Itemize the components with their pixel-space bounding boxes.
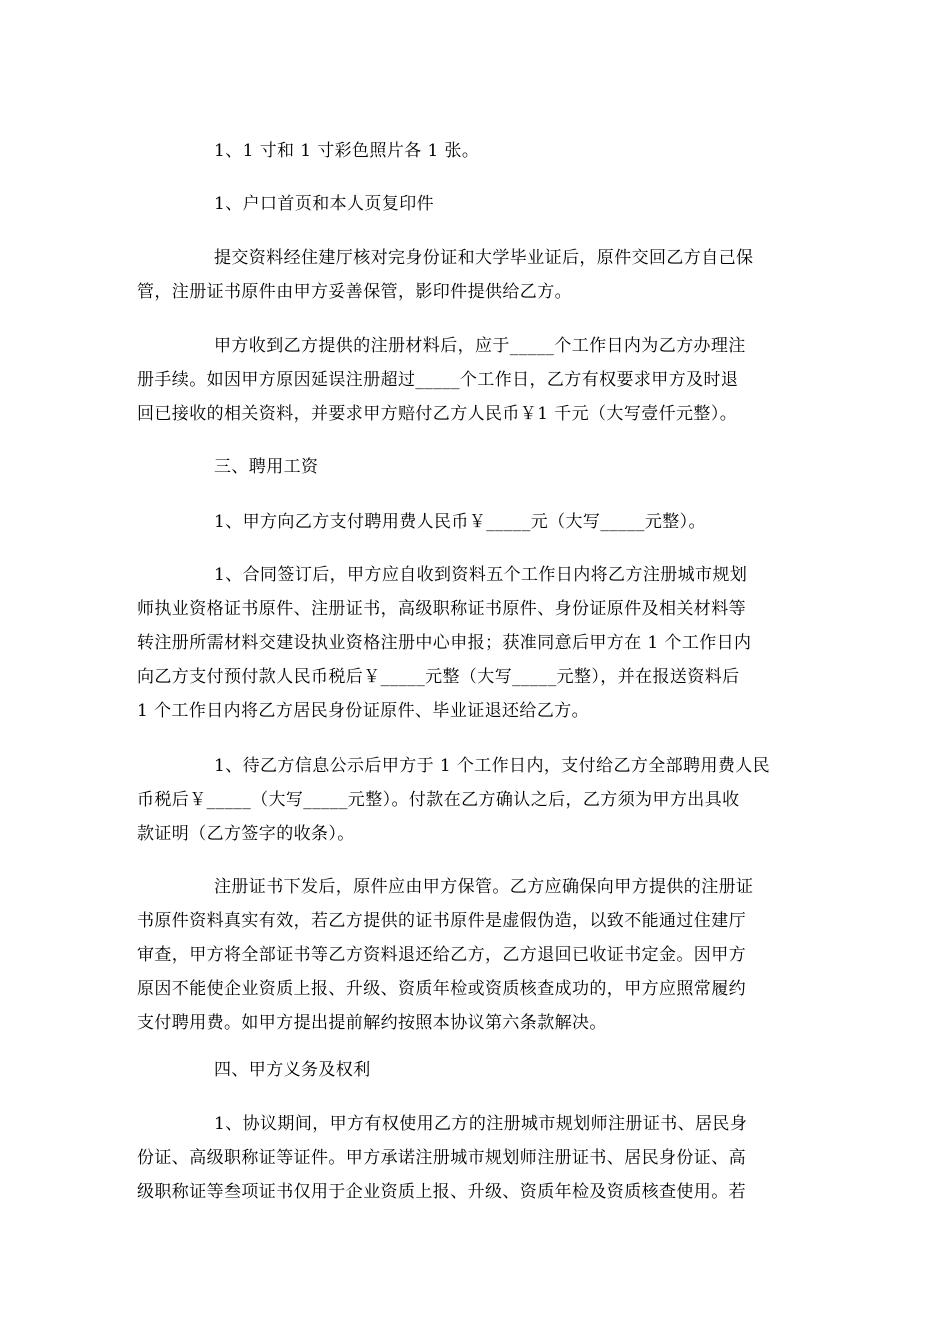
text-line: 份证、高级职称证等证件。甲方承诺注册城市规划师注册证书、居民身份证、高 bbox=[137, 1148, 746, 1168]
text-line: 转注册所需材料交建设执业资格注册中心申报；获准同意后甲方在 1 个工作日内 bbox=[137, 633, 752, 653]
text-line: 管，注册证书原件由甲方妥善保管，影印件提供给乙方。 bbox=[137, 282, 572, 302]
text-line: 1、甲方向乙方支付聘用费人民币￥_____元（大写_____元整）。 bbox=[214, 512, 706, 532]
text-line: 1、协议期间，甲方有权使用乙方的注册城市规划师注册证书、居民身 bbox=[214, 1114, 748, 1134]
text-line: 师执业资格证书原件、注册证书，高级职称证书原件、身份证原件及相关材料等 bbox=[137, 599, 746, 619]
text-line: 1、待乙方信息公示后甲方于 1 个工作日内，支付给乙方全部聘用费人民 bbox=[214, 756, 771, 776]
text-line: 书原件资料真实有效，若乙方提供的证书原件是虚假伪造，以致不能通过住建厅 bbox=[137, 911, 746, 931]
text-line: 款证明（乙方签字的收条）。 bbox=[137, 824, 355, 844]
text-line: 1、合同签订后，甲方应自收到资料五个工作日内将乙方注册城市规划 bbox=[214, 565, 748, 585]
section-heading: 三、聘用工资 bbox=[214, 457, 319, 477]
text-line: 册手续。如因甲方原因延误注册超过_____个工作日，乙方有权要求甲方及时退 bbox=[137, 370, 739, 390]
text-line: 币税后￥_____（大写_____元整）。付款在乙方确认之后，乙方须为甲方出具收 bbox=[137, 790, 740, 810]
text-line: 审查，甲方将全部证书等乙方资料退还给乙方，乙方退回已收证书定金。因甲方 bbox=[137, 945, 746, 965]
paragraph-final-payment bbox=[137, 749, 817, 851]
text-line: 注册证书下发后，原件应由甲方保管。乙方应确保向甲方提供的注册证 bbox=[214, 877, 754, 897]
paragraph-hire-fee bbox=[137, 505, 817, 539]
text-line: 回已接收的相关资料，并要求甲方赔付乙方人民币￥1 千元（大写壹仟元整）。 bbox=[137, 404, 738, 424]
paragraph-certificate-custody bbox=[137, 870, 817, 1040]
text-line: 级职称证等叁项证书仅用于企业资质上报、升级、资质年检及资质核查使用。若 bbox=[137, 1182, 746, 1202]
paragraph-registration-deadline bbox=[137, 329, 817, 431]
text-line: 原因不能使企业资质上报、升级、资质年检或资质核查成功的，甲方应照常履约 bbox=[137, 979, 746, 999]
paragraph-photos bbox=[137, 134, 817, 168]
text-line: 1、户口首页和本人页复印件 bbox=[214, 194, 435, 214]
paragraph-submit-materials bbox=[137, 241, 817, 309]
text-line: 1 个工作日内将乙方居民身份证原件、毕业证退还给乙方。 bbox=[137, 701, 590, 721]
text-line: 提交资料经住建厅核对完身份证和大学毕业证后，原件交回乙方自己保 bbox=[214, 248, 754, 268]
text-line: 支付聘用费。如甲方提出提前解约按照本协议第六条款解决。 bbox=[137, 1013, 607, 1033]
paragraph-agreement-period bbox=[137, 1107, 817, 1209]
paragraph-household-register bbox=[137, 187, 817, 221]
text-line: 向乙方支付预付款人民币税后￥_____元整（大写_____元整），并在报送资料后 bbox=[137, 667, 740, 687]
section-heading: 四、甲方义务及权利 bbox=[214, 1060, 371, 1080]
text-line: 1、1 寸和 1 寸彩色照片各 1 张。 bbox=[214, 141, 480, 161]
text-line: 甲方收到乙方提供的注册材料后，应于_____个工作日内为乙方办理注 bbox=[214, 336, 746, 356]
paragraph-contract-signing bbox=[137, 558, 817, 728]
section-heading-salary bbox=[137, 450, 817, 484]
section-heading-party-a-obligations bbox=[137, 1053, 817, 1087]
